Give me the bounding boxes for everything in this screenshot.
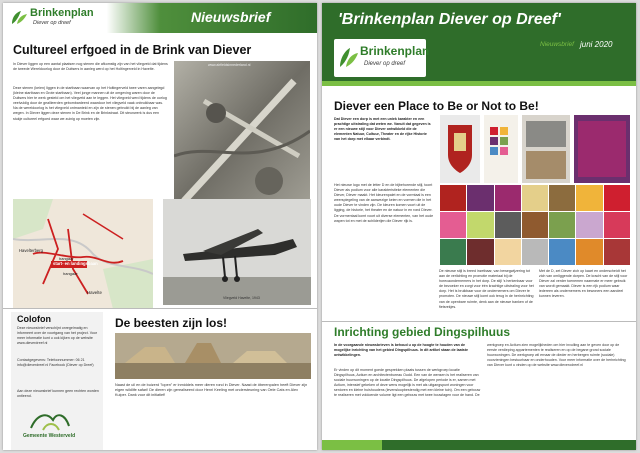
color-swatch	[467, 212, 493, 238]
article1-paragraph1: In Diever liggen op een aantal plaatsen nog stenen die afkomstig zijn van het vliegveld dat tijdens de tweede Wereldoorlog door de Duitsers in aanleg werd op het Holtingerveld in Havelte.	[13, 62, 168, 72]
color-swatch	[576, 212, 602, 238]
color-swatch	[495, 239, 521, 265]
right-logo-brand: Brinkenplan	[360, 44, 430, 58]
color-swatch	[495, 212, 521, 238]
color-swatch	[549, 212, 575, 238]
article2-title: De beesten zijn los!	[115, 316, 228, 330]
article1-paragraph2: Deze stenen (keien) liggen in de startbaan waarvan op het Holtingerveld twee varen aangelegd (kleine startbaan en Grote startbaan). Veel jonge mannen uit de omgeving waren door de Duitsers hier te werk gesteld om het vliegveld aan te leggen. Het vliegveld werd tijdens de oorlog veelvuldig door de geallieerden gebombardeerd waardoor het vliegveld vaak onbruikbaar was. Na de wereldoorlog is het vliegveld ontmanteld en zijn de stenen gebruikt bij de aanleg van wegen. In Diever liggen deze stenen in De Brink en de Brinkstraat. Dit steunwerk is dus een stukje cultureel erfgoed waar we zuinig op moeten zijn.	[13, 86, 167, 121]
article1-title: Cultureel erfgoed in de Brink van Diever	[13, 43, 252, 57]
article4-body1: Er vinden op dit moment goede gesprekken plaats tussen de werkgroep locatie Dingspilhuus, Actium en architectenbureau Oudd. Een van de wensen is het realiseren van sociale huurwoningen op de locatie Dingspilhuus. De afgelopen periode is er, samen met Actium, intensief gekeken of deze wens mogelijk is met als uitgangspunt woningen voor senioren en kleine huishoudens (levensloopbestendig met een kleine tuin). Om een gebouw te realiseren met voldoende volume ligt een gebouw met twee bouwlagen voor de hand. De	[334, 368, 481, 398]
article3-lead: Dat Diever een dorp is met een uniek karakter en een prachtige uitstraling dat weten we. Vanuit dat gegeven is er een nieuwe stijl voor Diever ontwikkeld die de elementen Natuur, Cultuur, Theater en de rijke Historie van het dorp met elkaar verbindt.	[334, 117, 431, 142]
left-logo-sub: Diever op dreef	[33, 20, 71, 26]
map-label-hangaar-2: hangaar	[63, 271, 78, 276]
masthead-accent-bar	[322, 81, 636, 86]
color-swatch	[604, 185, 630, 211]
map-label-havelterberg: Havelterberg	[19, 248, 43, 253]
article3-body2: De nieuwe stijl is breed inzetbaar, van bewegwijzering tot aan de verlichting en promotie materiaal bij de horecaondernemers in het dorp. De stijl 's herkenbaar voor de bezoeker en zorgt voor één krachtige uitstraling voor het dorp. Het is bruikbaar voor de ondernemers om Diever te promoten. De nieuwe stijl komt ook terug in de herinrichting van de openbare ruimte, denk aan de nieuwe banken of de fietsrekjes.	[439, 269, 534, 309]
left-page	[3, 3, 317, 450]
color-swatch	[495, 185, 521, 211]
colofon-text2: Contactgegevens: Telefoonnummer: 06 21 info@dieverdreef.nl Facebook (Diever op Dreef)	[17, 358, 94, 368]
color-swatch	[576, 239, 602, 265]
article2-text: Naast de uil en de buizerd "lopen" er inmiddels meer dieren rond in Diever. Naast de #berenpalen heeft Diever zijn eigen wildlife safari! De dieren zijn gerealiseerd door Henri Keeling met ondersteuning van Oele Cats en Alex Kuiper. Dank voor dit initiatief!	[115, 383, 308, 398]
right-masthead-title: 'Brinkenplan Diever op Dreef'	[338, 11, 561, 28]
aerial-photo	[174, 61, 310, 211]
aerial-photo-caption: www.airfieldsinnederland.nl	[208, 63, 251, 67]
gemeente-westerveld-logo-icon	[25, 408, 85, 434]
article4-title: Inrichting gebied Dingspilhuus	[334, 325, 510, 339]
right-page	[322, 3, 636, 450]
right-masthead-label: Nieuwsbrief	[540, 41, 574, 48]
left-masthead-label: Nieuwsbrief	[191, 9, 271, 25]
brinkenplan-logo-icon	[9, 8, 29, 26]
color-swatch	[440, 185, 466, 211]
issue-date: juni 2020	[580, 40, 613, 49]
color-palette-grid	[440, 185, 630, 265]
colofon-text1: Deze nieuwsbrief verschijnt onregelmatig en informeert over de voortgang van het project. Voor meer informatie kunt u ook kijken op de website www.dieverdreef.nl	[17, 326, 98, 346]
color-swatch	[604, 212, 630, 238]
left-logo-brand: Brinkenplan	[30, 7, 94, 19]
color-swatch	[549, 185, 575, 211]
article3-body3: Met de D, zet Diever zich op kaart en onderscheidt het zich van omliggende dorpen. De kracht van de stijl voor Diever zal verder toenemen naarmate er meer gebruik van wordt gemaakt. Diever is een rijk podium waar iedereen als ondernemers en bewoners een aandeel kunnen leveren.	[539, 269, 628, 299]
map-label-havelte: Havelte	[87, 290, 102, 295]
color-swatch	[522, 185, 548, 211]
color-swatch	[522, 212, 548, 238]
left-divider	[3, 308, 317, 309]
right-divider	[322, 321, 636, 322]
color-swatch	[604, 239, 630, 265]
article3-body1: Het nieuwe logo met de letter D en de bijbehorende stijl, toont Diever als podium voor alle karakteristieke elementen die Diever, Diever maakt. Het kleurenpalet en de vormtaal is een weerspiegeling van de aanwezige keien en vormen die in het oude Diever te vinden zijn. De kleuren komen voort uit de ligging, de historie, het theater en de natuur in en rond Diever. De vormentaal komt voort uit diverse elementen, van het oude wapen tot en met de schilderijen die Diever rijk is.	[334, 183, 434, 223]
color-swatch	[522, 239, 548, 265]
airplane-photo	[163, 199, 311, 305]
color-swatch	[549, 239, 575, 265]
color-swatch	[467, 185, 493, 211]
article4-body2: werkgroep en Actium zien mogelijkheden om hier invulling aan te geven door op de eerste verdieping appartementen te realiseren en op de begane grond sociale huurwoningen. De werkgroep wil ernaar de dieder en herbergen ruimte (sociale) voorzieningen bestuurbaar en onderhouden. Voor meer informatie over de herinrichting van Diever kunt u vinden op de website www.dieverodreef.nl	[487, 343, 626, 368]
airplane-photo-caption: Vliegveld Havelte, 1943	[223, 296, 260, 300]
color-swatch	[467, 239, 493, 265]
right-brinkenplan-logo-icon	[338, 45, 360, 69]
color-swatch	[576, 185, 602, 211]
article4-lead: In de voorgaande nieuwsbrieven is behoud u op de hoogte te houden van de mogelijke inrichting van het gebied Dingspilhuus. In dit artikel staan de laatste ontwikkelingen.	[334, 343, 468, 358]
map-label-runway: start- en landingsbaan	[53, 261, 98, 266]
article3-title: Diever een Place to Be or Not to Be!	[334, 99, 539, 113]
map-label-hangaar-1: hangaar	[59, 256, 74, 261]
sponsor-name: Gemeente Westerveld	[23, 433, 76, 439]
color-swatch	[440, 239, 466, 265]
color-swatch	[440, 212, 466, 238]
right-footer-accent	[322, 440, 382, 450]
animals-photo	[115, 333, 311, 379]
colofon-title: Colofon	[17, 314, 51, 324]
map-image	[13, 199, 153, 309]
colofon-text3: Aan deze nieuwsbrief kunnen geen rechten worden ontleend.	[17, 389, 99, 399]
right-logo-sub: Diever op dreef	[364, 61, 406, 67]
